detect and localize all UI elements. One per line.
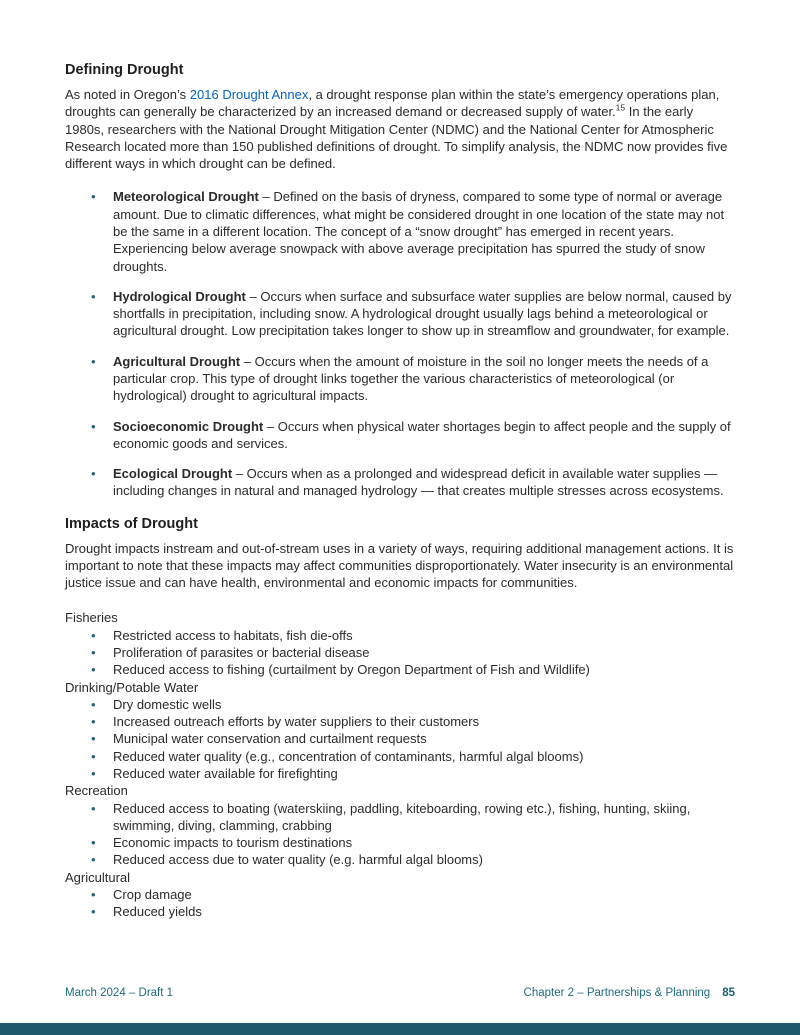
impact-group-agricultural <box>65 869 735 921</box>
impact-list <box>65 800 735 869</box>
impact-category-label: Recreation <box>65 783 128 799</box>
impact-item: • Increased outreach efforts by water suppliers to their customers <box>65 713 735 730</box>
drought-annex-link[interactable]: 2016 Drought Annex <box>189 87 309 102</box>
paragraph-text: , a drought response plan within the state’s emergency operations plan, droughts can generally be characterized by an increased demand or decreased supply of water. <box>65 87 720 120</box>
impact-item: • Dry domestic wells <box>65 696 735 713</box>
definition-item <box>65 465 735 500</box>
impact-item: • Restricted access to habitats, fish die-offs <box>65 627 735 644</box>
impact-groups <box>65 609 735 920</box>
section-heading-impacts-of-drought: Impacts of Drought <box>65 515 198 532</box>
impact-category-label: Fisheries <box>65 610 118 626</box>
impact-list <box>65 886 735 921</box>
paragraph-text: As noted in Oregon’s <box>65 87 190 102</box>
impact-item: • Reduced access to boating (waterskiing, paddling, kiteboarding, rowing etc.), fishing, hunting, skiing, swimming, diving, clamming, crabbing <box>65 800 735 835</box>
footer-right-group <box>524 987 735 999</box>
impact-item: • Municipal water conservation and curtailment requests <box>65 730 735 747</box>
footer-chapter: Chapter 2 – Partnerships & Planning <box>523 987 711 999</box>
impact-item: • Economic impacts to tourism destinations <box>65 834 735 851</box>
impacts-intro-paragraph: Drought impacts instream and out-of-stream uses in a variety of ways, requiring additional management actions. It is important to note that these impacts may affect communities disproportionately. Water insecurity is an environmental justice issue and can have health, environmental and economic impacts for communities. <box>65 540 734 591</box>
definition-desc: – Occurs when as a prolonged and widespread deficit in available water supplies — including changes in natural and managed hydrology — that creates multiple stresses across ecosystems. <box>113 466 724 499</box>
definition-item <box>65 353 735 405</box>
impact-item: • Reduced water available for firefighting <box>65 765 735 782</box>
definition-term: Hydrological Drought <box>113 288 246 304</box>
impact-item: • Crop damage <box>65 886 735 903</box>
page-number: 85 <box>722 987 735 999</box>
impact-category-label: Agricultural <box>65 869 131 885</box>
impact-item: • Reduced access to fishing (curtailment by Oregon Department of Fish and Wildlife) <box>65 661 735 678</box>
impact-list <box>65 696 735 782</box>
footnote-marker: 15 <box>615 102 626 113</box>
definition-term: Agricultural Drought <box>113 353 241 369</box>
impact-item: • Reduced water quality (e.g., concentration of contaminants, harmful algal blooms) <box>65 748 735 765</box>
impact-group-fisheries <box>65 609 735 678</box>
definition-term: Ecological Drought <box>113 466 233 482</box>
page-footer <box>65 987 735 999</box>
footer-bar <box>0 1023 800 1035</box>
definition-term: Meteorological Drought <box>113 189 259 205</box>
defining-drought-paragraph <box>65 86 735 172</box>
impact-item: • Proliferation of parasites or bacterial disease <box>65 644 735 661</box>
impact-category-label: Drinking/Potable Water <box>65 679 199 695</box>
impact-item: • Reduced yields <box>65 903 735 920</box>
definition-item <box>65 188 735 274</box>
definition-desc: – Occurs when physical water shortages begin to affect people and the supply of economic goods and services. <box>113 418 731 451</box>
impact-group-recreation <box>65 782 735 868</box>
definition-desc: – Defined on the basis of dryness, compared to some type of normal or average amount. Due to climatic differences, what might be considered drought in one location of the state may not be the same in a different location. The concept of a “snow drought” has emerged in recent years. Experiencing below average snowpack with above average precipitation has spurred the study of snow droughts. <box>113 189 725 274</box>
footer-date-draft: March 2024 – Draft 1 <box>65 987 174 999</box>
drought-definitions-list <box>65 188 735 499</box>
definition-term: Socioeconomic Drought <box>113 418 264 434</box>
definition-item <box>65 418 735 453</box>
definition-desc: – Occurs when surface and subsurface water supplies are below normal, caused by shortfalls in precipitation, including snow. A hydrological drought usually lags behind a meteorological or agricultural drought. Low precipitation takes longer to show up in streamflow and groundwater, for example. <box>113 288 732 339</box>
definition-desc: – Occurs when the amount of moisture in the soil no longer meets the needs of a particular crop. This type of drought links together the various characteristics of meteorological (or hydrological) drought to agricultural impacts. <box>113 353 709 404</box>
impact-group-drinking-water <box>65 679 735 783</box>
definition-item <box>65 288 735 340</box>
paragraph-text: In the early 1980s, researchers with the National Drought Mitigation Center (NDMC) and the National Center for Atmospheric Research located more than 150 published definitions of drought. To simplify analysis, the NDMC now provides five different ways in which drought can be defined. <box>65 104 728 172</box>
section-heading-defining-drought: Defining Drought <box>65 62 184 78</box>
impact-item: • Reduced access due to water quality (e.g. harmful algal blooms) <box>65 851 735 868</box>
impact-list <box>65 627 735 679</box>
